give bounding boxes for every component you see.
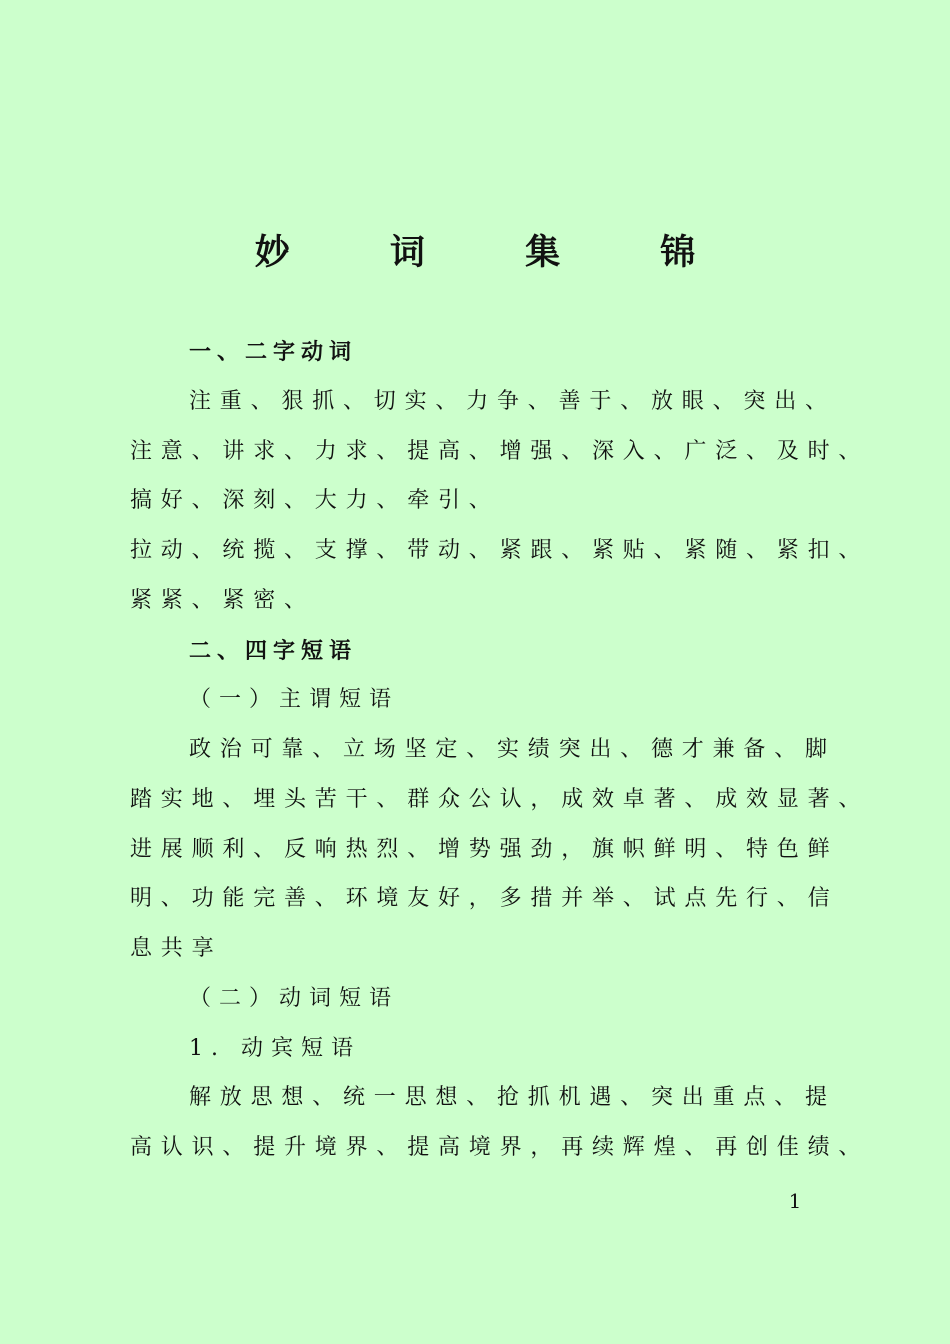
- section-heading-2: 二、四字短语: [189, 638, 358, 664]
- paragraph-line: 高认识、提升境界、提高境界，再续辉煌、再创佳绩、: [130, 1135, 870, 1160]
- paragraph-line: 紧紧、紧密、: [130, 588, 315, 613]
- page-title: 妙 词 集 锦: [254, 232, 740, 273]
- subsection-heading: （一）主谓短语: [189, 687, 400, 712]
- section-heading-1: 一、二字动词: [189, 339, 358, 365]
- paragraph-line: 息共享: [130, 936, 223, 961]
- paragraph-line: 解放思想、统一思想、抢抓机遇、突出重点、提: [189, 1085, 836, 1110]
- paragraph-line: 踏实地、埋头苦干、群众公认，成效卓著、成效显著、: [130, 787, 870, 812]
- paragraph-line: 政治可靠、立场坚定、实绩突出、德才兼备、脚: [189, 737, 836, 762]
- page-number: 1: [788, 1189, 802, 1213]
- paragraph-line: 注重、狠抓、切实、力争、善于、放眼、突出、: [189, 389, 836, 414]
- subsection-heading: 1. 动宾短语: [189, 1036, 361, 1061]
- paragraph-line: 进展顺利、反响热烈、增势强劲，旗帜鲜明、特色鲜: [130, 837, 839, 862]
- paragraph-line: 拉动、统揽、支撑、带动、紧跟、紧贴、紧随、紧扣、: [130, 538, 870, 563]
- subsection-heading: （二）动词短语: [189, 986, 400, 1011]
- paragraph-line: 明、功能完善、环境友好，多措并举、试点先行、信: [130, 886, 839, 911]
- paragraph-line: 搞好、深刻、大力、牵引、: [130, 488, 500, 513]
- paragraph-line: 注意、讲求、力求、提高、增强、深入、广泛、及时、: [130, 439, 870, 464]
